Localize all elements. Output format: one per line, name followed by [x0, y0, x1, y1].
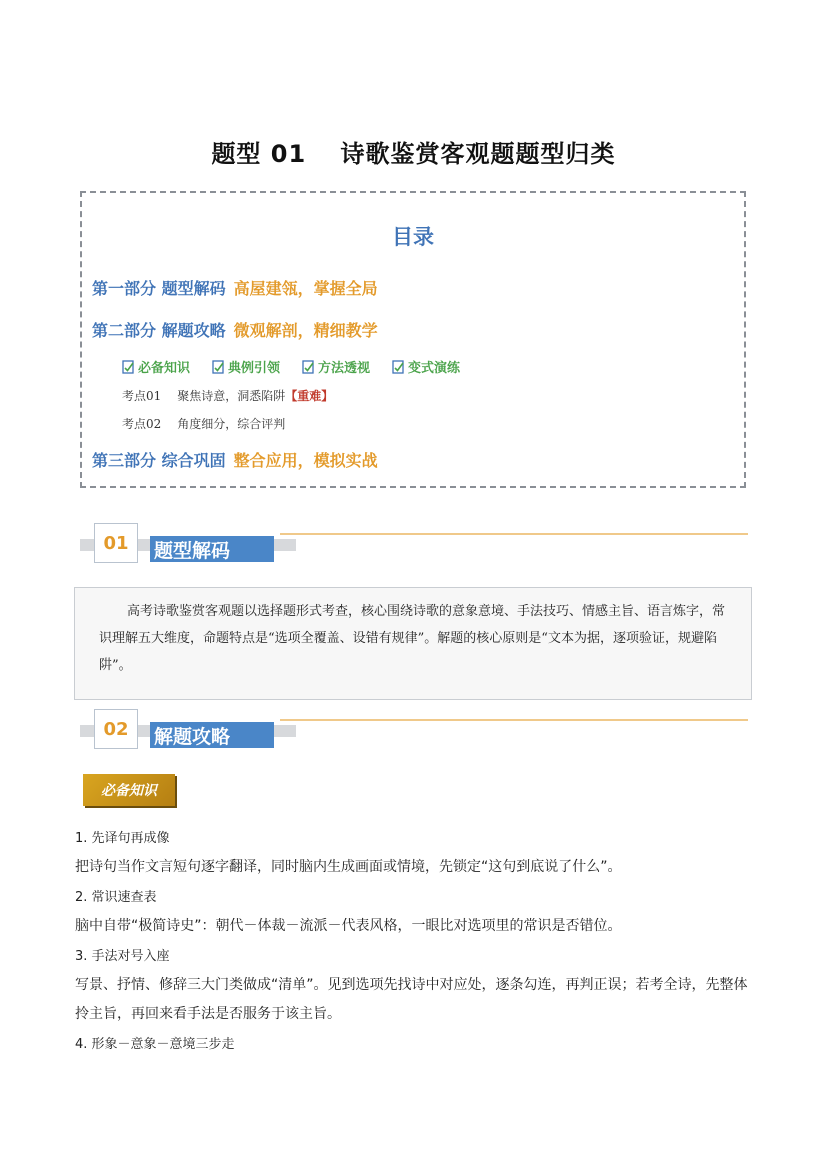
toc-part-label: 第一部分 题型解码: [92, 279, 226, 298]
item-text: 脑中自带“极简诗史”：朝代－体裁－流派－代表风格，一眼比对选项里的常识是否错位。: [75, 918, 622, 934]
toc-part-sub: 高屋建瓴，掌握全局: [233, 279, 378, 298]
section-title: 题型解码: [150, 536, 274, 562]
table-of-contents: [80, 191, 746, 488]
document-check-icon: [302, 360, 315, 374]
toc-tags: [122, 357, 460, 376]
toc-part-1[interactable]: [92, 276, 378, 299]
toc-part-2[interactable]: [92, 318, 378, 341]
document-check-icon: [392, 360, 405, 374]
document-check-icon: [122, 360, 135, 374]
section-rule: [280, 719, 748, 721]
toc-part-3[interactable]: [92, 448, 378, 471]
section-number: 01: [94, 523, 138, 563]
section-number: 02: [94, 709, 138, 749]
intro-paragraph: 高考诗歌鉴赏客观题以选择题形式考查，核心围绕诗歌的意象意境、手法技巧、情感主旨、语言炼字，常识理解五大维度，命题特点是“选项全覆盖、设错有规律”。解题的核心原则是“文本为据，逐项验证，规避陷阱”。: [74, 587, 752, 700]
essential-knowledge-badge: 必备知识: [83, 774, 175, 806]
page-title: 题型 01 诗歌鉴赏客观题题型归类: [211, 140, 616, 168]
toc-point-2[interactable]: 考点02 角度细分，综合评判: [122, 417, 286, 431]
toc-tag[interactable]: 典例引领: [212, 357, 280, 376]
item-text: 把诗句当作文言短句逐字翻译，同时脑内生成画面或情境，先锁定“这句到底说了什么”。: [75, 859, 622, 875]
toc-point-1[interactable]: 考点01 聚焦诗意，洞悉陷阱【重难】: [122, 389, 334, 403]
section-header-2: [80, 709, 748, 751]
item-heading: 2. 常识速查表: [75, 890, 157, 905]
difficulty-flag: 【重难】: [285, 389, 334, 403]
toc-tag[interactable]: 必备知识: [122, 357, 190, 376]
toc-part-sub: 整合应用，模拟实战: [233, 451, 378, 470]
toc-part-sub: 微观解剖，精细教学: [233, 321, 378, 340]
section-rule: [280, 533, 748, 535]
item-text: 写景、抒情、修辞三大门类做成“清单”。见到选项先找诗中对应处，逐条勾连，再判正误；若考全诗，先整体拎主旨，再回来看手法是否服务于该主旨。: [75, 977, 748, 1022]
toc-part-label: 第二部分 解题攻略: [92, 321, 226, 340]
toc-tag[interactable]: 方法透视: [302, 357, 370, 376]
toc-heading: 目录: [392, 225, 434, 249]
toc-part-label: 第三部分 综合巩固: [92, 451, 226, 470]
item-heading: 3. 手法对号入座: [75, 949, 170, 964]
section-header-1: [80, 523, 748, 565]
item-heading: 4. 形象－意象－意境三步走: [75, 1037, 235, 1052]
document-check-icon: [212, 360, 225, 374]
section-title: 解题攻略: [150, 722, 274, 748]
toc-tag[interactable]: 变式演练: [392, 357, 460, 376]
item-heading: 1. 先译句再成像: [75, 831, 170, 846]
